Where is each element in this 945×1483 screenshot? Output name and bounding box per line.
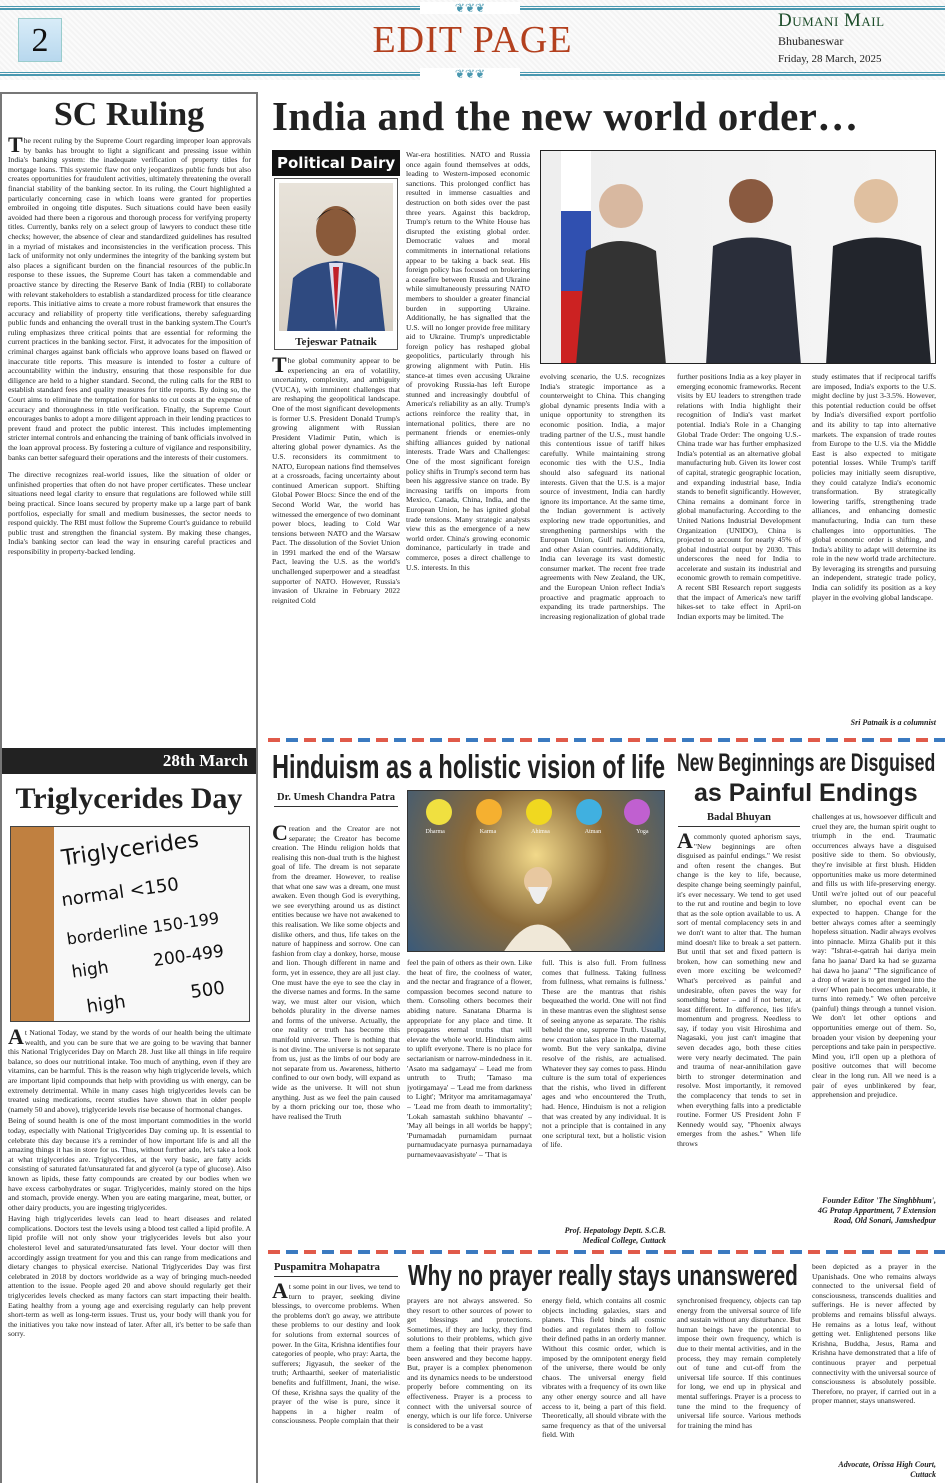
masthead: [0, 0, 945, 80]
column-tag-label: Political Dairy: [277, 154, 396, 172]
newbeg-author: Badal Bhuyan: [678, 812, 800, 827]
author-photo-box: [274, 178, 398, 350]
prayer-col-4: synchronised frequency, objects can tap energy from the universal source of life and sustain without any disturbance. But human beings have the potential to impose their own frequency, which is due to their mental activities, and in the process, they may remain completely out of tune and cut-off from the universal life source. If this continues for long, we end up in physical and mental sufferings. Prayer is a process to tune the mind to the frequency of universal life source. Various methods for training the mind has: [677, 1296, 801, 1430]
newbeg-col-1: Acommonly quoted aphorism says, "New beginnings are often disguised as painful endings." We resist and often resent the changes. But change is the key to life, because, despite change being seemingly painful, it's ever necessary. We tend to get used to the rut and routine and begin to love that as the sole option available to us. A sort of mental complacency sets in and we don't want to alter that. The human mind doesn't like to break a set pattern. But until that set and fixed pattern is broken, how can something new and even more exciting be welcomed? What's perceived as painful and undesirable, often paves the way for something better – and if not better, at least different. In difference, lies life's momentum and progress. Needless to say, if today you visit Hiroshima and Nagasaki, you just can't imagine that seven decades ago, both these cities were very nearly decimated. The pain and trauma of near-annihilation gave birth to stronger determination and resolve. Most importantly, it removed the complacency that tends to set in when everything falls into a predictable routine. Former US President John F Kennedy would say, "Phoenix always emerges from the ashes." When life throws: [677, 832, 801, 1148]
section-title: EDIT PAGE: [372, 19, 573, 61]
triglycerides-title: Triglycerides Day: [15, 782, 243, 815]
image-label: Atman: [584, 829, 602, 835]
sc-ruling-title: SC Ruling: [53, 96, 205, 133]
city: Bhubaneswar: [778, 34, 844, 48]
newbeg-headline: [677, 748, 935, 808]
prayer-headline: Why no prayer really stays unanswered: [408, 1260, 798, 1292]
image-label: Ahimsa: [531, 829, 550, 835]
author-photo: [279, 183, 393, 331]
newbeg-signature: Founder Editor 'The Singhbhum', 4G Pratap Appartment, 7 Extension Road, Old Sonari, Jamshedpur: [817, 1196, 936, 1225]
sc-ruling-body: The recent ruling by the Supreme Court regarding improper loan approvals by banks has brought to light a significant and pressing issue within India's banking system: the inadequate verification of property titles for mortgage loans. This systemic flaw not only jeopardizes public funds but also creates opportunities for fraudulent activities, ultimately threatening the overall financial stability of the banking sector. In its ruling, the Court highlighted a particularly concerning case in which loans were granted for properties embroiled in ongoing title disputes. Such situations could have been easily avoided had there been a rigorous and thorough process for verifying property titles. Currently, banks rely on a select group of lawyers to conduct these title checks; however, the absence of clear and standardized guidelines has resulted in a myriad of mistakes and inconsistencies in the verification process. This lack of uniformity not only undermines the integrity of the banking system but also places a significant burden on the financial resources of the public.In response to these issues, the Supreme Court has taken a commendable and proactive stance by directing the Reserve Bank of India (RBI) to collaborate with relevant stakeholders to establish a standardized process for title clearance reports. This initiative aims to create a more robust framework that ensures the accuracy and reliability of property title verifications, thereby safeguarding public funds and enhancing the overall trust in the banking system.The Court's ruling emphasizes three critical points that are essential for reforming the current practices in the banking sector. First, it advocates for the imposition of criminal charges against bank officials who approve loans based on flawed or inaccurate title reports. This measure is intended to foster a culture of accountability within the industry, ensuring that those responsible for due diligence are held to a higher standard. Second, the ruling calls for the RBI to establish standard fees and quality measures for title reports. By doing so, the Court aims to eliminate the temptation for banks to cut costs at the expense of accuracy and thoroughness in title verification. Finally, the Supreme Court encourages banks to adopt a more diligent approach in their lending practices to prevent fraud and protect the public interest. This includes implementing stricter internal controls and enhancing the training of bank officials involved in the loan approval process. By fostering a culture of vigilance and responsibility, banks can better safeguard their operations and the interests of their customers. The directive recognizes real-world issues, like the situation of older or unfinished properties that often do not have proper certificates. These unclear situations need legal clarity to ensure that regulations are followed while still being practical. Since loans secured by property make up a large part of bank portfolios, especially for small and medium businesses, the sector needs to respond quickly. The RBI must follow the Supreme Court's guidance to rebuild public trust and strengthen the financial system. By making these changes, India's banking sector can lead the way in ensuring careful practices and responsibility in property-backed lending.: [8, 136, 251, 556]
india-signature: Sri Patnaik is a columnist: [850, 718, 936, 727]
ornament-icon: ❦❦❦: [420, 2, 520, 14]
hinduism-col-1: Creation and the Creator are not separate; the Creator has become creation. The Hindu religion holds that realising this non-dual truth is the highest goal of life. The dream is not separate from the dreamer. However, to realise that what one saw was a dream, one must awaken. Even though God is everything, we see everything around us as distinct entities because we have not awakened to this realisation. We like some objects and dislike others, and thus, life takes on the nature of happiness and sorrow. One can fashion from clay a donkey, horse, mouse and lion. Though different in name and form, yet in essence, they are all just clay. One must have the eye to see the clay in the diverse names and forms. In the same way, we must alter our vision, which beholds plurality in the diverse names and forms of the universe. Actually, the one reality or truth has become this manifold universe. There is nothing that is not divine. The universe is not separate from us, just as the limbs of our body are not separate from us. Awareness, hitherto confined to our own body, will expand as wide as the universe. It will not shun anything. Just as we feel the pain caused by a thorn pricking our toe, those who have realised the Truth: [272, 824, 400, 1121]
prayer-col-5: been depicted as a prayer in the Upanishads. One who remains always connected to the universal field of consciousness, transcends dualities and sufferings. He is never affected by problems and remains blissful always. He remains as a lotus leaf, without getting wet. Enlightened persons like Krishna, Buddha, Jesus, Rama and Krishna have demonstrated that a life of continuous prayer and perpetual connectivity with the universal source of consciousness is absolutely possible. Therefore, no prayer, if carried out in a proper manner, stays unanswered. Advocate, Orissa High Court, Cuttack: [812, 1262, 936, 1479]
date-bar: 28th March: [2, 748, 256, 774]
india-headline: India and the new world order…: [272, 93, 859, 139]
hinduism-author: Dr. Umesh Chandra Patra: [274, 792, 398, 807]
newbeg-headline-line: as Painful Endings: [694, 779, 918, 807]
image-label: Yoga: [636, 829, 649, 835]
india-col-1: The global community appear to be experiencing an era of volatility, uncertainty, complexity, and ambiguity (VUCA), with imminent challenges that are reshaping the geopolitical landscape. One of the most significant developments is former U.S. President Donald Trump's growing alignment with Russian President Vladimir Putin, which is altering global power dynamics. As the U.S. reconsiders its commitment to NATO, European nations find themselves at a crossroads, facing uncertainty about continued American support. Shifting Global Power Blocs: Since the end of the Second World War, the world has witnessed the emergence of two dominant power blocs, leading to Cold War tensions between NATO and the Warsaw Pact. The dissolution of the Soviet Union in 1991 marked the end of the Warsaw Pact, leaving the U.S. as the world's unchallenged superpower and a steadfast supporter of NATO. However, Russia's invasion of Ukraine in February 2022 reignited Cold: [272, 356, 400, 605]
prayer-col-1: At some point in our lives, we tend to turn to prayer, seeking divine blessings, to overcome problems. When the problems don't go away, we attribute these problems to our destiny and look for solutions from external sources of power. In the Gita, Krishna identifies four categories of people, who pray: Aarta, the sufferers; Jigyasuh, the seeker of the truth; Arthaarthi, seeker of materialistic benefits and fulfillment, Jnani, the wise. Of these, Krishna says the quality of the prayer of the wise is pure, since it happens in a higher realm of consciousness. People complain that their: [272, 1282, 400, 1426]
india-col-3: evolving scenario, the U.S. recognizes India's strategic importance as a counterweight to China. This changing global dynamic presents India with a unique opportunity to strengthen its economic position. India, a major trading partner of the U.S., must handle this contentious issue of tariff hikes carefully. While maintaining strong economic ties with the U.S., India should also safeguard its national interests. Given that the U.S. is a major source of investment, India can hardly ignore its importance. At the same time, the Indian government is actively exploring new trade opportunities, and strengthening partnerships with the European Union, Gulf nations, Africa, and other Asian countries. Additionally, India can leverage its vast domestic consumer market. The recent free trade agreements with New Zealand, the UK, and the European Union reflect India's proactive and pragmatic approach to expanding its trade partnerships. The increasing regionalization of global trade: [540, 372, 665, 621]
author-name: Tejeswar Patnaik: [295, 336, 377, 348]
image-label: Karma: [479, 829, 497, 835]
column-tag: [272, 150, 400, 176]
triglycerides-image: Triglycerides normal <150 borderline 150-199 high 200-499 high 500: [10, 826, 250, 1022]
hinduism-col-2: feel the pain of others as their own. Like the heat of fire, the coolness of water, and the nectar and fragrance of a flower, compassion becomes second nature to them. Consoling others becomes their abiding nature. Sanatana Dharma is appropriate for any place and time. It propagates eternal truths that will elevate the whole world. Hinduism aims to uplift everyone. There is no place for sectarianism or narrow-mindedness in it. 'Asato ma sadgamaya' – Lead me from untruth to Truth; 'Tamaso ma jyotirgamaya' – 'Lead me from darkness to Light'; 'Mrityor ma amritamagamaya' – 'Lead me from death to immortality'; 'Lokah samastah sukhino bhavantu' – 'May all beings in all worlds be happy'; 'Purnamadah purnamidam purnaat purnamudacyate purnasya purnamadaya purnamevaavasishyate' – 'That is: [407, 958, 532, 1159]
india-col-4: further positions India as a key player in emerging economic frameworks. Recent visits by EU leaders to strengthen trade relations with India highlight their recognition of India's vast market potential. India's Role in a Changing Global Trade Order: The ongoing U.S.-China trade war has further emphasized India's potential as an alternative global manufacturing hub. Given its lower cost of capital, strategic geographic location, and expanding industrial base, India stands to benefit significantly. However, China remains a dominant force in global manufacturing. According to the United Nations Industrial Development Organization (UNIDO), China is projected to account for nearly 45% of global industrial output by 2030. This underscores the need for India to accelerate and sustain its industrial and economic growth to remain competitive. A recent SBI Research report suggests that the impact of America's new tariff hikes-set to take effect in April-on Indian exports may be limited. The: [677, 372, 801, 621]
newbeg-col-2: challenges at us, howsoever difficult and cruel they are, the human spirit ought to triumph in the end. Traumatic occurrences always have a disguised positive side to them. So obviously, they're invisible at first blush. Hidden opportunities make us more determined and fills us with life-preserving energy. Until we're jolted out of our peaceful slumber, no epochal event can be expected to happen. Change for the better always comes after a seemingly hopeless situation. Nadir always evolves into pinnacle. Mirza Ghalib put it this way: "Ishrat-e-qatrah hai dariya mein fana ho jaana/ Dard ka had se guzarna hai dawa ho jaana" "The significance of a drop of water is to get merged into the river/ When pain becomes unbearable, it turns into remedy." We often perceive (painful) things through a tunnel vision. We don't let other options and opportunities emerge out of them. So, broaden your vision by deepening your perceptions and take pain in perspective. Mind you, it'll open up a plethora of positive outcomes that will become clear in the long run. All we need is a pair of eyes unblinkered by fear, apprehension and prejudice. Founder Editor 'The Singhbhum', 4G Pratap Appartment, 7 Extension Road, Old Sonari, Jamshedpur: [812, 812, 936, 1225]
prayer-col-3: energy field, which contains all cosmic objects including galaxies, stars and planets. This field binds all cosmic bodies and regulates them to follow their defined paths in an orderly manner. Without this cosmic order, which is imposed by the omnipotent energy field of the universe, there would be only chaos. The universal energy field vibrates with a frequency of its own like any other energy source and all have access to it, being a part of this field. Theoretically, all should vibrate with the same frequency as that of the universal field. With: [542, 1296, 666, 1440]
divider: [268, 1250, 945, 1254]
page-number: 2: [18, 18, 62, 62]
ornament-icon: ❦❦❦: [420, 68, 520, 80]
prayer-author: Puspamitra Mohapatra: [274, 1262, 398, 1277]
triglycerides-body: At National Today, we stand by the words of our health being the ultimate wealth, and you can be sure that we are going to be waving that banner this National Triglycerides Day on March 28. Just like all things in life require balance, so does our nutritional intake. Too much of anything, even if they are vitamins, can be harmful. This is the reason why high triglyceride levels, which are important lipid compounds that help with providing us with energy, can be extremely detrimental. While in many cases high triglycerides levels can be treated using medications, recent studies have shown that in older people (namely 50 and above), triglyceride levels rise because of hormonal changes. Being of sound health is one of the most important commodities in the world today, especially with National Triglycerides Day coming up. It is essential to celebrate this day because it's a reminder of how important life is and all the amazing things it has in store for us. Thus, without further ado, let's take a look at what triglycerides are. Triglycerides, at the very basic, are fatty acids consisting of saturated fat/unsaturated fat and glycerol (a type of glucose). Also known as lipids, these fatty compounds are created by our bodies when we have excess carbohydrates or sugar. Triglycerides, mainly stored on the hips and stomach, provide energy. When you are eating margarine, meat, butter, or other dairy products, you are ingesting triglycerides. Having high triglycerides levels can lead to heart diseases and related complications. Doctors test the levels using a blood test called a lipid profile. A lipid profile will not only show your triglycerides levels but also your cholesterol level and saturated/unsaturated fats level. Your doctor will then accordingly assign treatment for you and this can range from medications and dietary changes to physical exercise. National Triglycerides Day was first celebrated in 2018 by doctors worldwide as a way of bringing much-needed attention to the issue. People aged 20 and above should regularly get their triglycerides levels checked as many factors can start impacting their health. Eating healthy from a young age and exercising regularly can help prevent short-term as well as long-term issues. Trust us, your body will thank you for the initiatives you take now instead of later. After all, it's better to be safe than sorry.: [8, 1028, 251, 1339]
hinduism-col-3: full. This is also full. From fullness comes that fullness. Taking fullness from fullness, what remains is fullness.' These are the mantras that rishis bequeathed the world. One will not find in these mantras even the slightest sense of seeing anyone as separate. The rishis beheld the one, supreme Truth. Usually, new creation takes place in the maternal womb. But the very sankalpa, divine resolve of the rishis, are actualised. Whatever they say comes to pass. Hindu culture is the sum total of experiences that the rishis, who lived in different ages and who encountered the Truth, had. Hence, Hinduism is not a religion that was created by any individual. It is not a principle that is contained in any one scriptural text, but a holistic vision of life. Prof. Hepatology Deptt. S.C.B. Medical College, Cuttack: [542, 958, 666, 1245]
hinduism-signature: Prof. Hepatology Deptt. S.C.B. Medical College, Cuttack: [564, 1226, 666, 1245]
leaders-photo: [540, 150, 936, 364]
image-label: Dharma: [425, 829, 445, 835]
india-col-2: War-era hostilities. NATO and Russia once again found themselves at odds, leading to Western-imposed economic sanctions. This prolonged conflict has resulted in immense casualties and destruction on both sides over the past three years. Against this backdrop, Trump's return to the White House has disrupted the existing global order. Democratic values and moral commitments in international relations appear to be taking a back seat. His foreign policy has focused on brokering a ceasefire between Russia and Ukraine while simultaneously pressuring NATO members to shoulder a greater financial burden in supporting Ukraine. Additionally, he has signalled that the U.S. will no longer provide free military aid to Ukraine. Trump's unpredictable foreign policy has reshaped global geopolitics, particularly through his growing alignment with Putin. His stance-at times even accusing Ukraine of provoking Russia-has left Europe stunned and increasingly doubtful of America's reliability as an ally. Trump's actions reinforce the reality that, in international politics, there are no permanent friends or enemies-only shifting alliances guided by national interests. Trade Wars and Challenges: One of the most significant foreign policy shifts in Trump's second term has been his aggressive stance on trade. By increasing tariffs on imports from Mexico, Canada, China, India, and the European Union, he has ignited global trade tensions. Many strategic analysts view this as the emergence of a new world order. China's growing economic dominance, particularly in trade and commerce, poses a direct challenge to U.S. interests. In this: [406, 150, 530, 572]
hinduism-headline: Hinduism as a holistic vision of life: [272, 748, 666, 785]
india-col-5: study estimates that if reciprocal tariffs are imposed, India's exports to the U.S. might decline by just 3-3.5%. However, this potential reduction could be offset by India's diversified export portfolio and its ability to tap into alternative markets. The expansion of trade routes from Europe to the U.S. via the Middle East is also expected to mitigate potential losses. While Trump's tariff policies may initially seem disruptive, they could catalyze India's economic transformation. By strategically lowering tariffs, strengthening trade alliances, and enhancing domestic manufacturing, India can turn these challenges into opportunities. The global economic order is shifting, and India's ability to adapt will determine its role in the new world trade architecture. By leveraging its strengths and pursuing an independent, strategic trade policy, India can solidify its position as a key player in the evolving global landscape. Sri Patnaik is a columnist: [812, 372, 936, 727]
paper-name: Dumani Mail: [778, 10, 885, 31]
hinduism-image: [407, 790, 665, 952]
newbeg-headline-line: New Beginnings are Disguised: [677, 749, 935, 777]
prayer-signature: Advocate, Orissa High Court, Cuttack: [838, 1460, 936, 1479]
issue-date: Friday, 28 March, 2025: [778, 53, 882, 65]
prayer-col-2: prayers are not always answered. So they resort to other sources of power to get blessings and protections. Sometimes, if they are lucky, they find solutions to their problems, which give them a feeling that their prayers have been answered and they become happy. But, prayer is a complex phenomenon and its dynamics needs to be understood properly before commenting on its effectiveness. Prayer is a process to connect with the universal source of energy, which is our life force. Universe is considered to be a vast: [407, 1296, 532, 1430]
divider: [268, 738, 945, 742]
